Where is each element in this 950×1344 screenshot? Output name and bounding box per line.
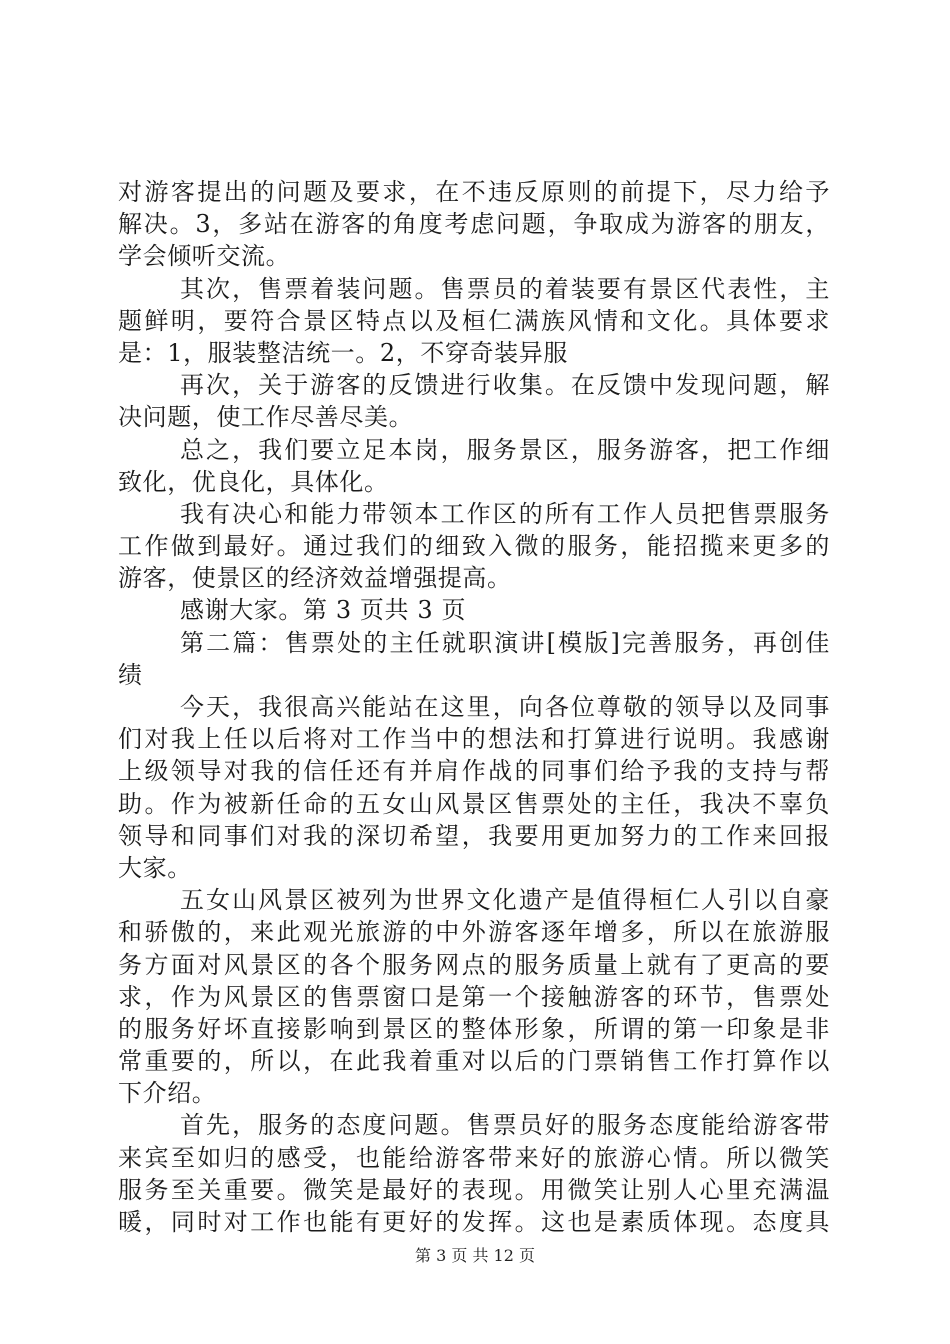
text-line: 对游客提出的问题及要求，在不违反原则的前提下，尽力给予 (118, 178, 830, 206)
text-line: 务方面对风景区的各个服务网点的服务质量上就有了更高的要 (118, 950, 830, 979)
text-line: 和骄傲的，来此观光旅游的中外游客逐年增多，所以在旅游服 (118, 918, 830, 947)
text-line: 下介绍。 (118, 1079, 217, 1108)
text-line: 今天，我很高兴能站在这里，向各位尊敬的领导以及同事 (180, 693, 830, 721)
text-line: 的服务好坏直接影响到景区的整体形象，所谓的第一印象是非 (118, 1014, 830, 1043)
text-line: 学会倾听交流。 (118, 242, 291, 271)
text-line: 常重要的，所以，在此我着重对以后的门票销售工作打算作以 (118, 1047, 830, 1076)
text-line: 是：1，服装整洁统一。2，不穿奇装异服 (118, 338, 568, 367)
text-line: 五女山风景区被列为世界文化遗产是值得桓仁人引以自豪 (180, 886, 830, 915)
text-line: 我有决心和能力带领本工作区的所有工作人员把售票服务 (180, 499, 830, 528)
text-line: 工作做到最好。通过我们的细致入微的服务，能招揽来更多的 (118, 532, 830, 561)
text-line: 致化，优良化，具体化。 (118, 467, 389, 496)
text-line: 第二篇：售票处的主任就职演讲[模版]完善服务，再创佳 (180, 628, 830, 657)
text-line: 助。作为被新任命的五女山风景区售票处的主任，我决不辜负 (118, 789, 830, 818)
text-line: 总之，我们要立足本岗，服务景区，服务游客，把工作细 (180, 435, 830, 464)
text-line: 游客，使景区的经济效益增强提高。 (118, 564, 512, 593)
text-line: 解决。3，多站在游客的角度考虑问题，争取成为游客的朋友， (118, 210, 830, 239)
text-line: 题鲜明，要符合景区特点以及桓仁满族风情和文化。具体要求 (118, 306, 830, 335)
text-line: 再次，关于游客的反馈进行收集。在反馈中发现问题，解 (180, 371, 830, 400)
text-line: 首先，服务的态度问题。售票员好的服务态度能给游客带 (180, 1111, 830, 1140)
text-line: 大家。 (118, 853, 192, 882)
page-footer: 第 3 页 共 12 页 (415, 1246, 535, 1265)
text-line: 求，作为风景区的售票窗口是第一个接触游客的环节，售票处 (118, 982, 830, 1011)
text-line: 绩 (118, 660, 143, 689)
text-line: 其次，售票着装问题。售票员的着装要有景区代表性，主 (180, 274, 830, 303)
text-line: 服务至关重要。微笑是最好的表现。用微笑让别人心里充满温 (118, 1175, 830, 1204)
text-line: 们对我上任以后将对工作当中的想法和打算进行说明。我感谢 (118, 725, 830, 754)
text-line: 感谢大家。第 3 页共 3 页 (180, 596, 467, 625)
text-line: 决问题，使工作尽善尽美。 (118, 403, 414, 432)
text-line: 暖，同时对工作也能有更好的发挥。这也是素质体现。态度具 (118, 1208, 830, 1236)
document-body (118, 176, 830, 1238)
text-line: 上级领导对我的信任还有并肩作战的同事们给予我的支持与帮 (118, 757, 830, 786)
text-line: 领导和同事们对我的深切希望，我要用更加努力的工作来回报 (118, 821, 830, 850)
text-line: 来宾至如归的感受，也能给游客带来好的旅游心情。所以微笑 (118, 1143, 830, 1172)
